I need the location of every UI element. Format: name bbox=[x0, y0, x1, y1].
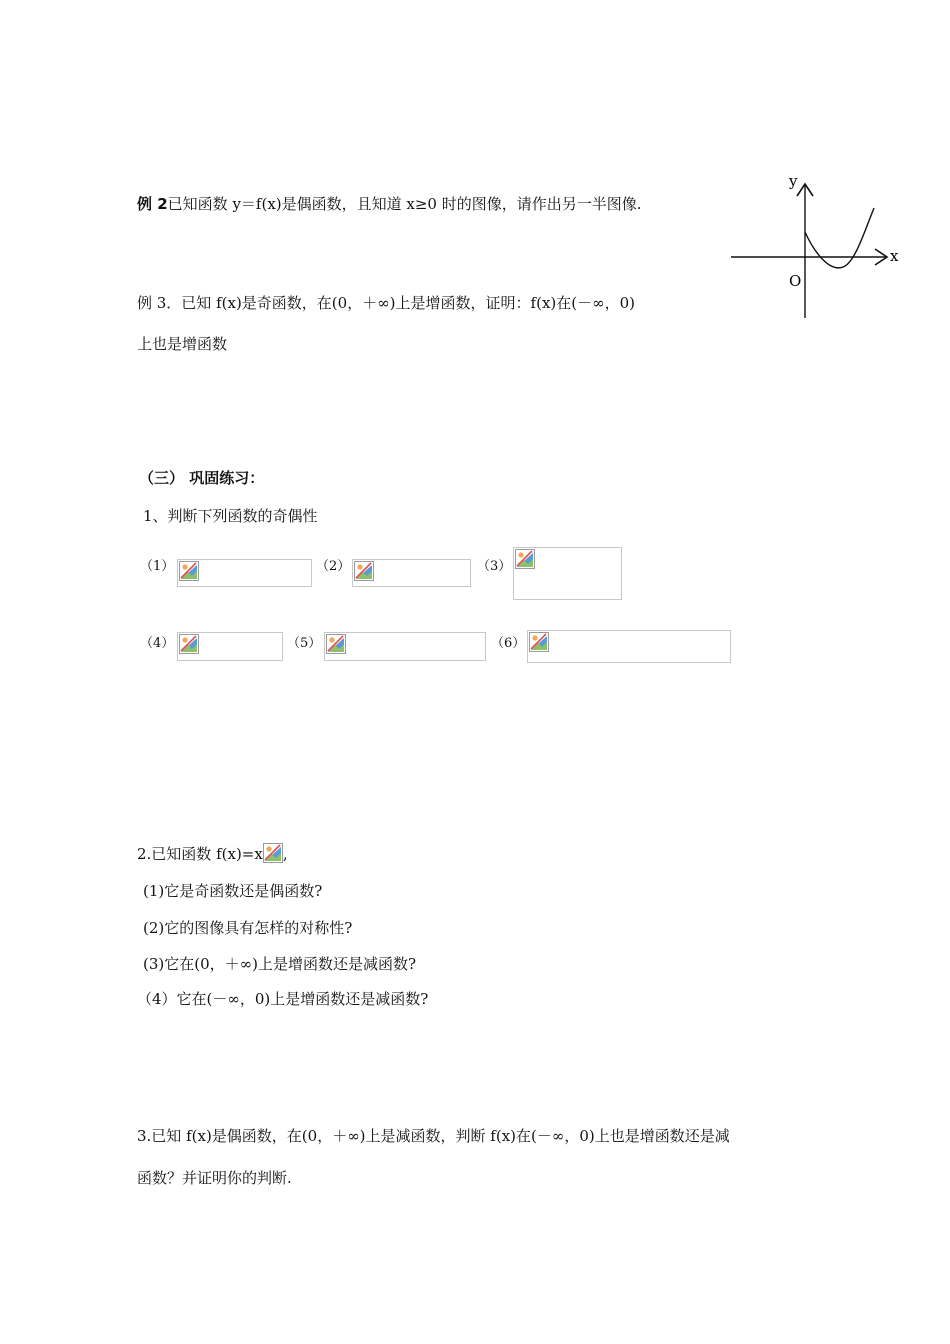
q1-item-2-image bbox=[352, 559, 471, 587]
q1-item-4-image bbox=[177, 632, 283, 661]
q1-item-6-label: （6） bbox=[491, 636, 526, 651]
function-curve bbox=[805, 208, 874, 268]
q2-sub2: (2)它的图像具有怎样的对称性? bbox=[143, 919, 353, 937]
q1-item-5-label: （5） bbox=[287, 636, 322, 651]
broken-image-icon bbox=[179, 634, 199, 654]
q2-intro-suffix: , bbox=[282, 845, 288, 863]
q2-sub1: (1)它是奇函数还是偶函数? bbox=[143, 882, 323, 900]
example2-line bbox=[137, 193, 642, 214]
q1-item-2-label: （2） bbox=[316, 559, 351, 574]
q2-sub3: (3)它在(0，＋∞)上是增函数还是减函数? bbox=[143, 955, 417, 973]
origin-label: O bbox=[789, 272, 802, 290]
example2-label: 例 2 bbox=[137, 195, 168, 213]
q3-line1: 3.已知 f(x)是偶函数，在(0，＋∞)上是减函数，判断 f(x)在(－∞，0)上也是增函数还是减 bbox=[137, 1127, 730, 1145]
example3-line2: 上也是增函数 bbox=[137, 335, 228, 353]
broken-image-icon bbox=[263, 843, 283, 863]
broken-image-icon bbox=[515, 549, 535, 569]
example3-line1: 例 3．已知 f(x)是奇函数，在(0，＋∞)上是增函数，证明：f(x)在(－∞，0) bbox=[137, 294, 635, 312]
q1-item-4-label: （4） bbox=[140, 636, 175, 651]
broken-image-icon bbox=[326, 634, 346, 654]
function-graph bbox=[725, 170, 905, 325]
broken-image-icon bbox=[529, 632, 549, 652]
q2-sub4: （4）它在(－∞，0)上是增函数还是减函数? bbox=[137, 990, 429, 1008]
q1-text: 1、判断下列函数的奇偶性 bbox=[143, 507, 318, 525]
q1-item-5-image bbox=[324, 632, 486, 661]
q2-intro-prefix: 2.已知函数 f(x)=x bbox=[137, 845, 263, 863]
q2-intro bbox=[137, 843, 288, 865]
example2-text: 已知函数 y＝f(x)是偶函数，且知道 x≥0 时的图像，请作出另一半图像. bbox=[167, 195, 642, 213]
q1-item-1-label: （1） bbox=[140, 559, 175, 574]
q1-item-1-image bbox=[177, 559, 312, 587]
q1-item-6-image bbox=[527, 630, 731, 663]
q1-item-3-image bbox=[513, 547, 622, 600]
section3-heading: （三） 巩固练习： bbox=[139, 469, 265, 487]
q1-item-3-label: （3） bbox=[477, 559, 512, 574]
broken-image-icon bbox=[354, 561, 374, 581]
y-axis-label: y bbox=[789, 172, 798, 190]
q3-line2: 函数？并证明你的判断. bbox=[137, 1169, 292, 1187]
x-axis-label: x bbox=[890, 247, 899, 265]
broken-image-icon bbox=[179, 561, 199, 581]
